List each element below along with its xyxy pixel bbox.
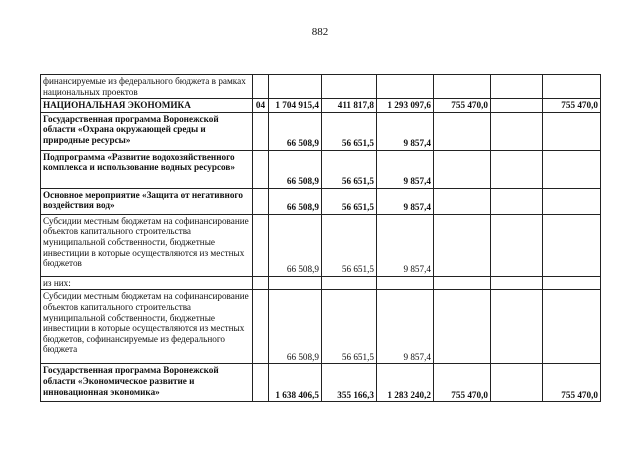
row-value-3: 9 857,4	[377, 112, 434, 150]
table-row	[41, 364, 601, 402]
table-row	[41, 112, 601, 150]
row-value-4	[434, 75, 491, 99]
row-name: Основное мероприятие «Защита от негативного воздействия вод»	[41, 188, 253, 214]
row-name: Подпрограмма «Развитие водохозяйственного комплекса и использование водных ресурсов»	[41, 150, 253, 188]
row-name: Государственная программа Воронежской области «Экономическое развитие и инновационная экономика»	[41, 364, 253, 402]
table-row	[41, 214, 601, 276]
row-code	[253, 112, 269, 150]
row-name: Субсидии местным бюджетам на софинансирование объектов капитального строительства муниципальной собственности, бюджетные инвестиции в которые осуществляются из местных бюджетов	[41, 214, 253, 276]
row-value-1: 66 508,9	[269, 150, 322, 188]
row-value-2: 411 817,8	[322, 99, 377, 113]
row-value-2: 56 651,5	[322, 188, 377, 214]
row-value-4	[434, 150, 491, 188]
row-value-1: 66 508,9	[269, 112, 322, 150]
row-value-4	[434, 188, 491, 214]
row-name: из них:	[41, 276, 253, 290]
row-value-4	[434, 112, 491, 150]
row-value-6	[543, 276, 601, 290]
row-name: Государственная программа Воронежской области «Охрана окружающей среды и природные ресурсы»	[41, 112, 253, 150]
row-value-5	[491, 112, 543, 150]
row-value-4	[434, 290, 491, 364]
row-value-5	[491, 276, 543, 290]
table-row	[41, 290, 601, 364]
row-name: Субсидии местным бюджетам на софинансирование объектов капитального строительства муниципальной собственности, бюджетные инвестиции в которые осуществляются из местных бюджетов, софинансируемые из федерального бюджета	[41, 290, 253, 364]
row-value-3: 9 857,4	[377, 290, 434, 364]
row-value-6: 755 470,0	[543, 99, 601, 113]
row-value-5	[491, 150, 543, 188]
row-value-6	[543, 290, 601, 364]
row-value-2: 56 651,5	[322, 214, 377, 276]
row-value-6	[543, 75, 601, 99]
table-row	[41, 75, 601, 99]
row-value-3	[377, 276, 434, 290]
row-value-4: 755 470,0	[434, 99, 491, 113]
row-value-1: 66 508,9	[269, 188, 322, 214]
page-number: 882	[311, 26, 329, 38]
row-value-6	[543, 214, 601, 276]
row-value-4: 755 470,0	[434, 364, 491, 402]
row-value-4	[434, 276, 491, 290]
row-value-2: 355 166,3	[322, 364, 377, 402]
row-value-6: 755 470,0	[543, 364, 601, 402]
row-code	[253, 188, 269, 214]
row-value-5	[491, 214, 543, 276]
row-value-3: 1 293 097,6	[377, 99, 434, 113]
table-row	[41, 276, 601, 290]
row-value-6	[543, 188, 601, 214]
row-value-2	[322, 276, 377, 290]
row-value-2: 56 651,5	[322, 150, 377, 188]
table-row	[41, 150, 601, 188]
row-value-5	[491, 188, 543, 214]
row-code	[253, 214, 269, 276]
table-row	[41, 99, 601, 113]
row-value-2	[322, 75, 377, 99]
row-code	[253, 75, 269, 99]
row-value-1: 66 508,9	[269, 290, 322, 364]
row-value-2: 56 651,5	[322, 290, 377, 364]
row-code	[253, 150, 269, 188]
row-code	[253, 276, 269, 290]
row-value-5	[491, 99, 543, 113]
row-code	[253, 364, 269, 402]
row-value-6	[543, 150, 601, 188]
row-value-2: 56 651,5	[322, 112, 377, 150]
row-value-1: 1 638 406,5	[269, 364, 322, 402]
row-value-3: 9 857,4	[377, 214, 434, 276]
row-value-5	[491, 290, 543, 364]
table-row	[41, 188, 601, 214]
row-value-5	[491, 75, 543, 99]
row-code: 04	[253, 99, 269, 113]
budget-table	[40, 74, 601, 402]
row-value-1: 66 508,9	[269, 214, 322, 276]
row-value-5	[491, 364, 543, 402]
row-name: НАЦИОНАЛЬНАЯ ЭКОНОМИКА	[41, 99, 253, 113]
row-value-1: 1 704 915,4	[269, 99, 322, 113]
row-name: финансируемые из федерального бюджета в рамках национальных проектов	[41, 75, 253, 99]
row-value-4	[434, 214, 491, 276]
row-code	[253, 290, 269, 364]
row-value-1	[269, 75, 322, 99]
row-value-6	[543, 112, 601, 150]
row-value-3: 1 283 240,2	[377, 364, 434, 402]
row-value-3	[377, 75, 434, 99]
row-value-1	[269, 276, 322, 290]
row-value-3: 9 857,4	[377, 150, 434, 188]
row-value-3: 9 857,4	[377, 188, 434, 214]
